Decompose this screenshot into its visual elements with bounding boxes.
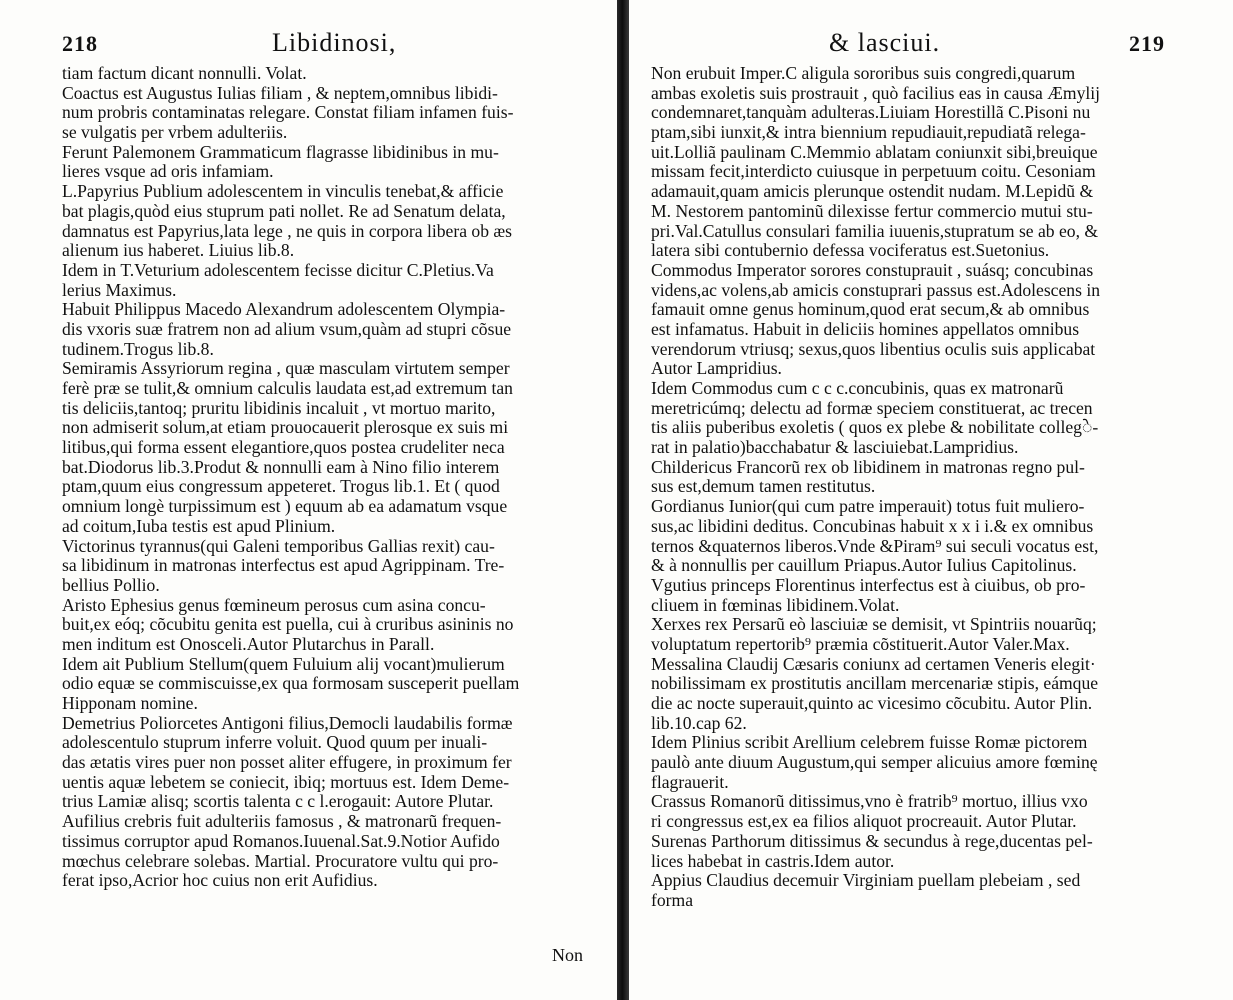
text-line: bat.Diodorus lib.3.Produt & nonnulli eam à Nino filio interem — [62, 457, 500, 477]
book-gutter — [617, 0, 629, 1000]
text-line: Surenas Parthorum ditissimus & secundus à rege,ducentas pel- — [651, 831, 1093, 851]
text-line: Autor Lampridius. — [651, 359, 782, 379]
text-line: missam fecit,interdicto cuiusque in perpetuum coitu. Cesoniam — [651, 162, 1096, 182]
text-line: ternos &quaternos liberos.Vnde &Piram⁹ sui seculi vocatus est, — [651, 536, 1099, 556]
text-line: sus,ac libidini deditus. Concubinas habuit x x i i.& ex omnibus — [651, 516, 1094, 536]
text-line: verendorum vtriusq; sexus,quos libentius oculis suis applicabat — [651, 339, 1096, 359]
text-line: cliuem in fœminas libidinem.Volat. — [651, 595, 900, 615]
text-line: Appius Claudius decemuir Virginiam puellam plebeiam , sed — [651, 871, 1081, 891]
text-line: Victorinus tyrannus(qui Galeni temporibus Gallias rexit) cau- — [62, 536, 495, 556]
text-line: adamauit,quam amicis plerunque ostendit nudam. M.Lepidũ & — [651, 182, 1094, 202]
text-line: flagrauerit. — [651, 772, 729, 792]
text-line: Non erubuit Imper.C aligula sororibus suis congredi,quarum — [651, 64, 1076, 83]
text-line: num probris contaminatas relegare. Constat filiam infamen fuis- — [62, 103, 514, 123]
text-line: lieres vsque ad oris infamiam. — [62, 162, 274, 182]
text-line: Ferunt Palemonem Grammaticum flagrasse libidinibus in mu- — [62, 142, 499, 162]
text-line: sus est,demum tamen restitutus. — [651, 477, 876, 497]
text-line: tiam factum dicant nonnulli. Volat. — [62, 64, 307, 83]
text-line: famauit omne genus hominum,quod erat secum,& ab omnibus — [651, 300, 1090, 320]
text-line: Childericus Francorũ rex ob libidinem in matronas regno pul- — [651, 457, 1085, 477]
text-line: se vulgatis per vrbem adulteriis. — [62, 123, 288, 143]
text-line: videns,ac volens,ab amicis constuprari passus est.Adolescens in — [651, 280, 1101, 300]
text-line: meretricúmq; delectu ad formæ speciem constituerat, ac trecen — [651, 398, 1093, 418]
text-line: ptam,sibi iunxit,& intra biennium repudiauit,repudiatã relega- — [651, 123, 1086, 143]
text-line: Vgutius princeps Florentinus interfectus est à ciuibus, ob pro- — [651, 575, 1086, 595]
text-line: forma — [651, 890, 694, 910]
text-line: est infamatus. Habuit in deliciis homines appellatos omnibus — [651, 319, 1080, 339]
text-line: ambas exoletis suis prostrauit , quò facilius eas in causa Æmylij — [651, 83, 1101, 103]
text-line: Idem in T.Veturium adolescentem fecisse dicitur C.Pletius.Va — [62, 260, 494, 280]
text-line: bellius Pollio. — [62, 575, 160, 595]
text-line: M. Nestorem pantominũ dilexisse fertur commercio mutui stu- — [651, 201, 1093, 221]
right-text-block — [651, 64, 1207, 911]
text-line: tis aliis puberibus exoletis ( quos ex plebe & nobilitate collegे- — [651, 418, 1099, 438]
text-line: buit,ex eóq; cõcubitu genita est puella, cui à cruribus asininis no — [62, 615, 514, 635]
left-catchword: Non — [552, 945, 583, 965]
text-line: ferè præ se tulit,& omnium calculis laudata est,ad extremum tan — [62, 379, 513, 398]
text-line: Messalina Claudij Cæsaris coniunx ad certamen Veneris elegit· — [651, 654, 1096, 674]
text-line: Coactus est Augustus Iulias filiam , & neptem,omnibus libidi- — [62, 83, 498, 103]
text-line: tissimus corruptor apud Romanos.Iuuenal.Sat.9.Notior Aufido — [62, 831, 500, 851]
text-line: Demetrius Poliorcetes Antigoni filius,Democli laudabilis formæ — [62, 713, 513, 733]
text-line: lices habebat in castris.Idem autor. — [651, 851, 895, 871]
text-line: ri congressus est,ex ea filios aliquot procreauit. Autor Plutar. — [651, 812, 1077, 832]
text-line: Idem Plinius scribit Arellium celebrem fuisse Romæ pictorem — [651, 733, 1088, 753]
right-page-number: 219 — [1129, 31, 1165, 56]
text-line: paulò ante diuum Augustum,qui semper alicuius amore fœminę — [651, 753, 1098, 773]
text-line: L.Papyrius Publium adolescentem in vinculis tenebat,& afficie — [62, 182, 504, 202]
text-line: trius Lamiæ alisq; scortis talenta c c l.erogauit: Autore Plutar. — [62, 792, 494, 812]
text-line: damnatus est Papyrius,lata lege , ne quis in corpora libera ob æs — [62, 221, 512, 241]
text-line: bat plagis,quòd eius stuprum pati nollet. Re ad Senatum delata, — [62, 201, 506, 221]
text-line: die ac nocte superauit,quinto ac vicesimo cõcubitu. Autor Plin. — [651, 694, 1093, 713]
text-line: omnium longè turpissimum est ) equum ab ea adamatum vsque — [62, 497, 508, 517]
left-running-head: Libidinosi, — [272, 28, 397, 57]
text-line: Commodus Imperator sorores constuprauit , suásq; concubinas — [651, 260, 1094, 280]
text-line: adolescentulo stuprum inferre voluit. Quod quum per inuali- — [62, 733, 488, 753]
text-line: mœchus celebrare solebas. Martial. Procuratore vultu qui pro- — [62, 851, 499, 871]
text-line: pri.Val.Catullus consulari familia iuuenis,stupratum se ab eo, & — [651, 221, 1099, 241]
text-line: latera sibi contubernio defessa vociferatus est.Suetonius. — [651, 241, 1050, 261]
text-line: ferat ipso,Acrior hoc cuius non erit Aufidius. — [62, 871, 378, 891]
text-line: men inditum est Onosceli.Autor Plutarchus in Parall. — [62, 634, 435, 654]
text-line: sa libidinum in matronas interfectus est apud Agrippinam. Tre- — [62, 556, 505, 576]
text-line: non admiserit solum,at etiam prouocauerit plerosque ex suis mi — [62, 418, 509, 438]
text-line: Semiramis Assyriorum regina , quæ masculam virtutem semper — [62, 359, 510, 379]
text-line: Xerxes rex Persarũ eò lasciuiæ se demisit, vt Spintriis nouarũq; — [651, 615, 1097, 635]
text-line: condemnaret,tanquàm adulteras.Liuiam Horestillã C.Pisoni nu — [651, 103, 1091, 123]
text-line: alienum ius haberet. Liuius lib.8. — [62, 241, 295, 261]
text-line: Idem ait Publium Stellum(quem Fuluium alij vocant)mulierum — [62, 654, 505, 674]
text-line: voluptatum repertorib⁹ præmia cõstituerit.Autor Valer.Max. — [651, 634, 1070, 654]
text-line: Aufilius crebris fuit adulteriis famosus , & matronarũ frequen- — [62, 812, 502, 832]
text-line: litibus,qui forma essent elegantiore,quos postea crudeliter neca — [62, 438, 505, 458]
text-line: lerius Maximus. — [62, 280, 177, 300]
text-line: ptam,quum eius congressum appeteret. Trogus lib.1. Et ( quod — [62, 477, 500, 497]
left-text-block — [62, 64, 608, 891]
text-line: odio equæ se commiscuisse,ex qua formosam susceperit puellam — [62, 674, 520, 694]
text-line: uit.Lolliã paulinam C.Memmio ablatam coniunxit sibi,breuique — [651, 142, 1098, 162]
text-line: Crassus Romanorũ ditissimus,vno è fratrib⁹ mortuo, illius vxo — [651, 792, 1088, 812]
text-line: Gordianus Iunior(qui cum patre imperauit) totus fuit muliero- — [651, 497, 1085, 517]
text-line: Idem Commodus cum c c c.concubinis, quas ex matronarũ — [651, 379, 1064, 398]
right-page — [629, 0, 1233, 1000]
text-line: rat in palatio)bacchabatur & lasciuiebat.Lampridius. — [651, 438, 1019, 458]
text-line: ad coitum,Iuba testis est apud Plinium. — [62, 516, 336, 536]
text-line: Hipponam nomine. — [62, 694, 198, 713]
text-line: & à nonnullis per cauillum Priapus.Autor Iulius Capitolinus. — [651, 556, 1077, 576]
text-line: uentis aquæ lebetem se coniecit, ibiq; mortuus est. Idem Deme- — [62, 772, 510, 792]
text-line: tudinem.Trogus lib.8. — [62, 339, 214, 359]
text-line: Aristo Ephesius genus fœmineum perosus cum asina concu- — [62, 595, 486, 615]
text-line: nobilissimam ex prostitutis ancillam mercenariæ stipis, eámque — [651, 674, 1099, 694]
right-running-head: & lasciui. — [829, 28, 941, 57]
text-line: das ætatis vires puer non posset aliter effugere, in proximum fer — [62, 753, 512, 773]
text-line: dis vxoris suæ fratrem non ad alium vsum,quàm ad stupri cõsue — [62, 319, 512, 339]
text-line: Habuit Philippus Macedo Alexandrum adolescentem Olympia- — [62, 300, 506, 320]
left-page-number: 218 — [62, 31, 98, 56]
text-line: tis deliciis,tantoq; pruritu libidinis incaluit , vt mortuo marito, — [62, 398, 496, 418]
text-line: lib.10.cap 62. — [651, 713, 747, 733]
